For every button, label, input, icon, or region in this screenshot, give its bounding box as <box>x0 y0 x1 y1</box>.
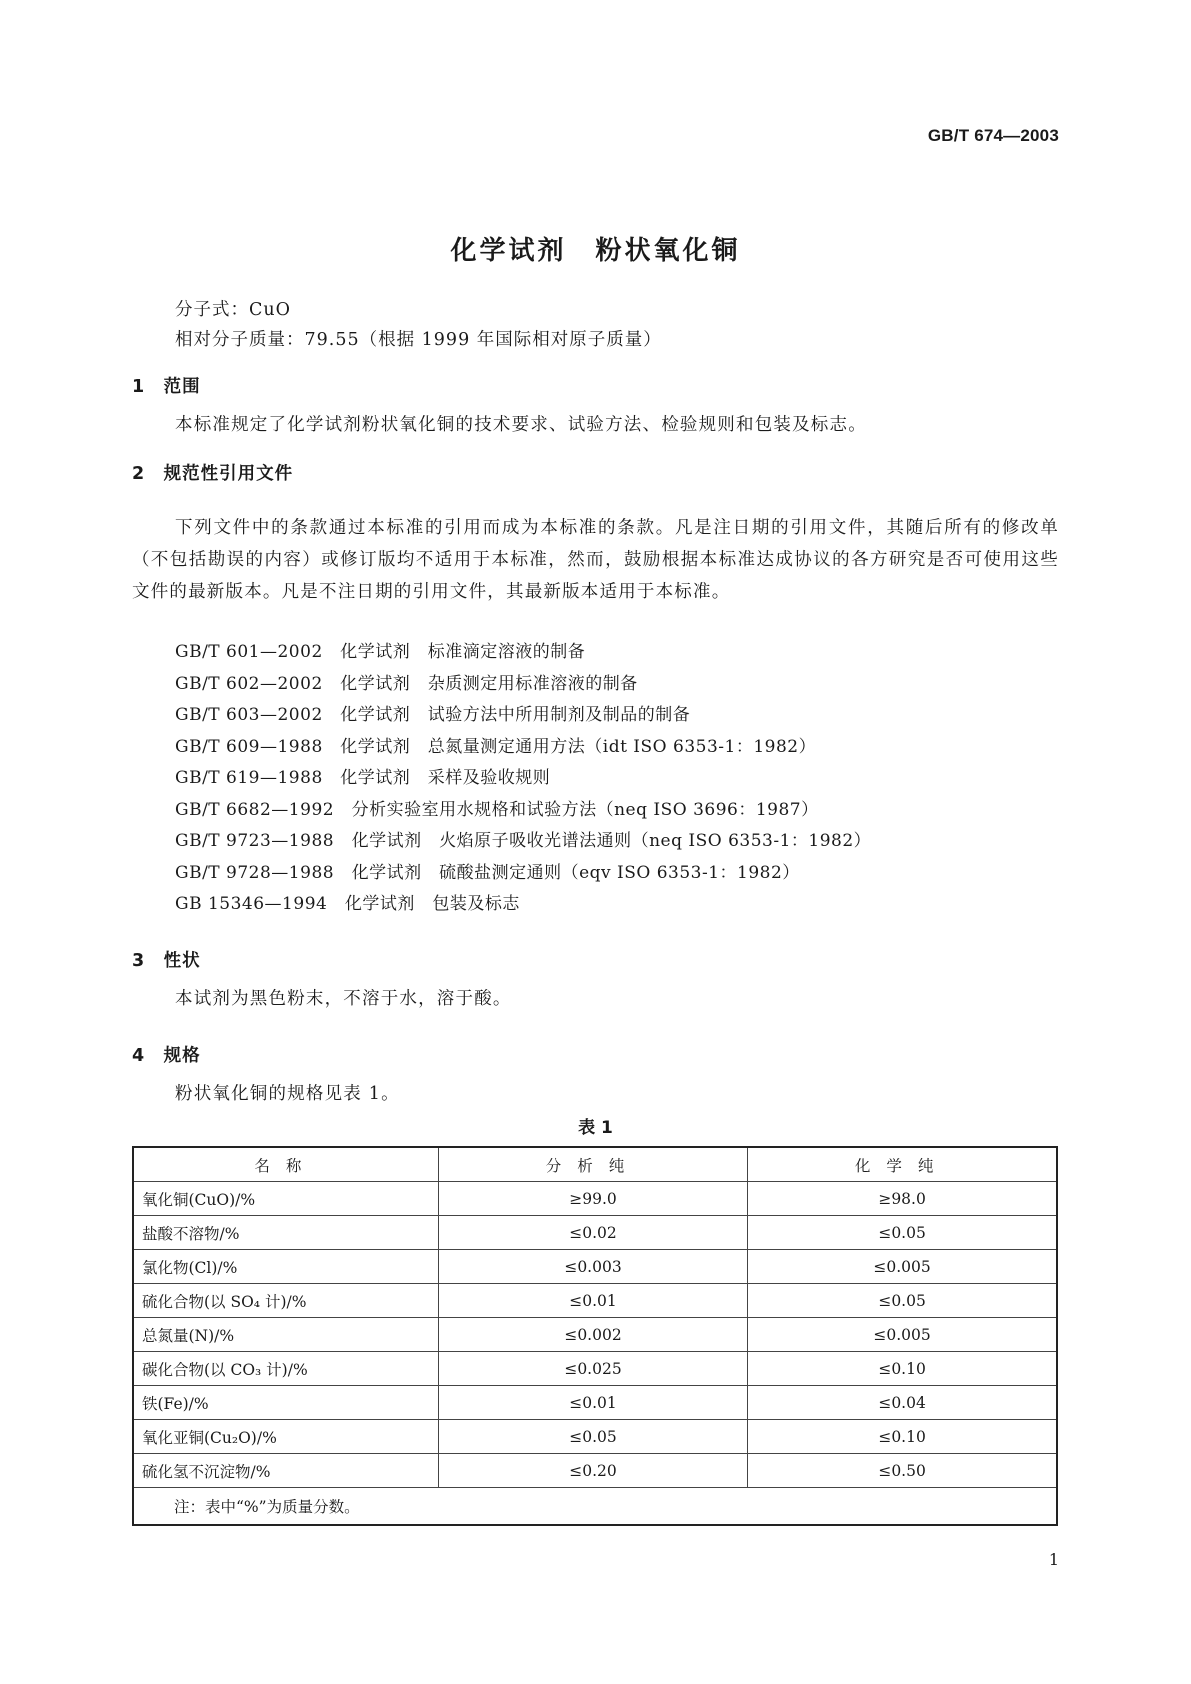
section-4-text: 粉状氧化铜的规格见表 1。 <box>175 1084 400 1104</box>
analytical-grade-value: ≥99.0 <box>438 1182 747 1216</box>
molecular-mass: 相对分子质量：79.55（根据 1999 年国际相对原子质量） <box>175 330 662 350</box>
reference-item: GB/T 9723—1988 化学试剂 火焰原子吸收光谱法通则（neq ISO 6353-1：1982） <box>175 831 872 851</box>
table-row <box>133 1352 1057 1386</box>
table-row <box>133 1182 1057 1216</box>
table-row <box>133 1216 1057 1250</box>
chemically-pure-value: ≤0.04 <box>748 1386 1057 1420</box>
page-number: 1 <box>1048 1550 1059 1569</box>
standard-number: GB/T 674—2003 <box>927 126 1059 145</box>
column-header-name: 名称 <box>133 1147 438 1182</box>
row-name: 氯化物(Cl)/% <box>133 1250 438 1284</box>
normative-references-list <box>175 637 871 921</box>
section-2-heading: 2 规范性引用文件 <box>132 464 294 484</box>
chemically-pure-value: ≤0.05 <box>748 1216 1057 1250</box>
row-name: 氧化亚铜(Cu₂O)/% <box>133 1420 438 1454</box>
table-row <box>133 1420 1057 1454</box>
chemically-pure-value: ≤0.005 <box>748 1250 1057 1284</box>
reference-item: GB/T 609—1988 化学试剂 总氮量测定通用方法（idt ISO 6353-1：1982） <box>175 736 817 757</box>
chemically-pure-value: ≤0.10 <box>748 1420 1057 1454</box>
chemically-pure-value: ≤0.005 <box>748 1318 1057 1352</box>
table-row <box>133 1284 1057 1318</box>
analytical-grade-value: ≤0.01 <box>438 1386 747 1420</box>
reference-item: GB/T 603—2002 化学试剂 试验方法中所用制剂及制品的制备 <box>175 705 691 725</box>
section-3-heading: 3 性状 <box>132 951 201 971</box>
section-3-text: 本试剂为黑色粉末，不溶于水，溶于酸。 <box>175 989 512 1009</box>
row-name: 氧化铜(CuO)/% <box>133 1182 438 1216</box>
document-title: 化学试剂 粉状氧化铜 <box>450 236 741 266</box>
reference-item: GB/T 601—2002 化学试剂 标准滴定溶液的制备 <box>175 642 586 662</box>
section-1-heading: 1 范围 <box>132 377 201 397</box>
table-note-row <box>133 1488 1057 1526</box>
table-note: 注：表中“%”为质量分数。 <box>133 1488 1057 1526</box>
table-caption: 表 1 <box>578 1118 613 1138</box>
column-header-chemically-pure: 化学纯 <box>748 1147 1057 1182</box>
molecular-formula: 分子式：CuO <box>175 300 292 320</box>
table-header-row <box>133 1147 1057 1182</box>
analytical-grade-value: ≤0.01 <box>438 1284 747 1318</box>
table-row <box>133 1386 1057 1420</box>
reference-item: GB/T 602—2002 化学试剂 杂质测定用标准溶液的制备 <box>175 673 638 694</box>
row-name: 总氮量(N)/% <box>133 1318 438 1352</box>
reference-item: GB 15346—1994 化学试剂 包装及标志 <box>175 894 520 914</box>
row-name: 铁(Fe)/% <box>133 1386 438 1420</box>
reference-item: GB/T 619—1988 化学试剂 采样及验收规则 <box>175 768 551 788</box>
analytical-grade-value: ≤0.003 <box>438 1250 747 1284</box>
column-header-analytical-grade: 分析纯 <box>438 1147 747 1182</box>
reference-item: GB/T 6682—1992 分析实验室用水规格和试验方法（neq ISO 3696：1987） <box>175 799 819 820</box>
section-1-text: 本标准规定了化学试剂粉状氧化铜的技术要求、试验方法、检验规则和包装及标志。 <box>175 415 867 435</box>
analytical-grade-value: ≤0.02 <box>438 1216 747 1250</box>
chemically-pure-value: ≤0.05 <box>748 1284 1057 1318</box>
reference-item: GB/T 9728—1988 化学试剂 硫酸盐测定通则（eqv ISO 6353-1：1982） <box>175 862 800 883</box>
analytical-grade-value: ≤0.025 <box>438 1352 747 1386</box>
specification-table <box>132 1146 1058 1526</box>
section-4-heading: 4 规格 <box>132 1046 201 1066</box>
row-name: 硫化氢不沉淀物/% <box>133 1454 438 1488</box>
chemically-pure-value: ≥98.0 <box>748 1182 1057 1216</box>
analytical-grade-value: ≤0.05 <box>438 1420 747 1454</box>
row-name: 盐酸不溶物/% <box>133 1216 438 1250</box>
chemically-pure-value: ≤0.10 <box>748 1352 1057 1386</box>
analytical-grade-value: ≤0.20 <box>438 1454 747 1488</box>
table-row <box>133 1250 1057 1284</box>
table-row <box>133 1318 1057 1352</box>
chemically-pure-value: ≤0.50 <box>748 1454 1057 1488</box>
table-row <box>133 1454 1057 1488</box>
analytical-grade-value: ≤0.002 <box>438 1318 747 1352</box>
row-name: 硫化合物(以 SO₄ 计)/% <box>133 1284 438 1318</box>
section-2-text: 下列文件中的条款通过本标准的引用而成为本标准的条款。凡是注日期的引用文件，其随后所有的修改单（不包括勘误的内容）或修订版均不适用于本标准，然而，鼓励根据本标准达成协议的各方研究是否可使用这些文件的最新版本。凡是不注日期的引用文件，其最新版本适用于本标准。 <box>132 518 1059 602</box>
row-name: 碳化合物(以 CO₃ 计)/% <box>133 1352 438 1386</box>
